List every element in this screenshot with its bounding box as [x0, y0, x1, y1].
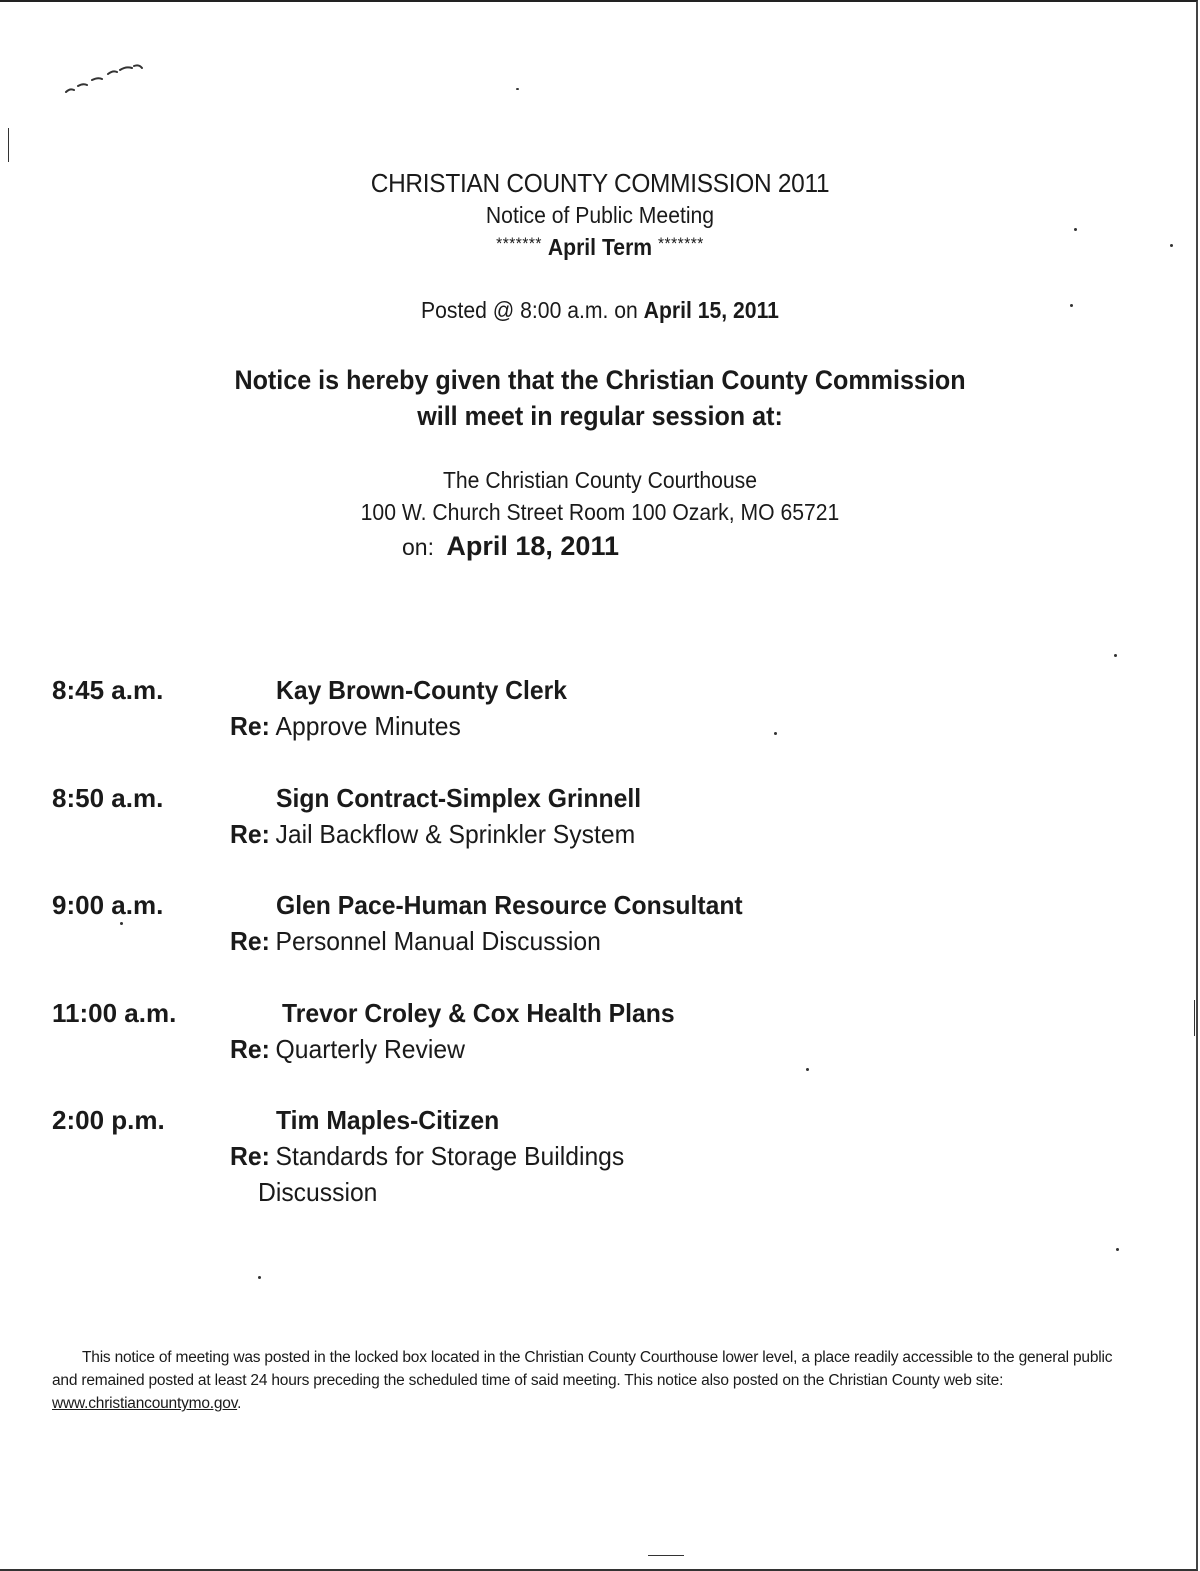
agenda-subject-text: Standards for Storage Buildings	[275, 1141, 625, 1171]
location-address: 100 W. Church Street Room 100 Ozark, MO 65721	[360, 499, 840, 525]
document-header	[0, 166, 1200, 261]
agenda-time: 8:50 a.m.	[52, 783, 164, 813]
agenda-presenter: Trevor Croley & Cox Health Plans	[282, 998, 675, 1028]
re-label: Re:	[230, 926, 270, 956]
handwritten-scribble	[62, 62, 148, 96]
posted-date: April 15, 2011	[643, 297, 779, 323]
agenda-presenter: Sign Contract-Simplex Grinnell	[276, 783, 642, 813]
term-stars-left: *******	[496, 234, 542, 253]
meeting-date-line	[402, 528, 619, 565]
agenda-subject	[230, 708, 461, 744]
posting-footnote	[52, 1346, 1132, 1415]
posted-line	[48, 294, 1152, 326]
scan-mark-bottom	[648, 1555, 684, 1556]
agenda-subject-text: Jail Backflow & Sprinkler System	[275, 819, 636, 849]
meeting-date-label: on:	[402, 534, 434, 560]
term-name: April Term	[547, 234, 653, 260]
scan-mark-right	[1194, 1000, 1195, 1036]
agenda-subject-text: Personnel Manual Discussion	[275, 926, 601, 956]
meeting-date: April 18, 2011	[446, 531, 619, 561]
speck	[258, 1276, 261, 1279]
agenda-time: 11:00 a.m.	[52, 998, 177, 1028]
agenda-presenter: Tim Maples-Citizen	[276, 1105, 500, 1135]
term-stars-right: *******	[658, 234, 704, 253]
meeting-location	[48, 464, 1152, 528]
document-title: CHRISTIAN COUNTY COMMISSION 2011	[370, 168, 830, 198]
posted-prefix: Posted @ 8:00 a.m. on	[421, 297, 638, 323]
county-website-link[interactable]: www.christiancountymo.gov	[52, 1395, 238, 1412]
agenda-subject-continued: Discussion	[258, 1177, 378, 1207]
agenda-subject	[230, 1138, 624, 1174]
location-name: The Christian County Courthouse	[442, 467, 758, 493]
scan-mark-left	[8, 128, 9, 162]
re-label: Re:	[230, 711, 270, 741]
agenda-time: 9:00 a.m.	[52, 890, 164, 920]
notice-statement	[42, 362, 1158, 434]
speck	[774, 732, 777, 735]
footnote-trailing: .	[237, 1395, 242, 1412]
agenda-subject	[230, 923, 601, 959]
agenda-subject-text: Quarterly Review	[275, 1034, 465, 1064]
footnote-text: This notice of meeting was posted in the locked box located in the Christian County Courthouse lower level, a place readily accessible to the general public and remained posted at least 24 hours preceding the scheduled time of said meeting. This notice also posted on the Christian County web site:	[52, 1349, 1113, 1389]
term-line	[48, 230, 1152, 261]
re-label: Re:	[230, 819, 270, 849]
agenda-subject	[230, 1031, 465, 1067]
agenda-time: 8:45 a.m.	[52, 675, 164, 705]
speck	[516, 88, 519, 90]
speck	[1116, 1248, 1119, 1251]
agenda-subject	[230, 816, 635, 852]
agenda-presenter: Glen Pace-Human Resource Consultant	[276, 890, 743, 920]
agenda-presenter: Kay Brown-County Clerk	[276, 675, 567, 705]
speck	[1114, 654, 1117, 657]
document-subtitle: Notice of Public Meeting	[485, 202, 715, 228]
agenda-subject-text: Approve Minutes	[275, 711, 461, 741]
notice-line-2: will meet in regular session at:	[417, 401, 783, 431]
notice-line-1: Notice is hereby given that the Christian County Commission	[234, 365, 966, 395]
speck	[806, 1068, 809, 1071]
re-label: Re:	[230, 1141, 270, 1171]
re-label: Re:	[230, 1034, 270, 1064]
agenda-time: 2:00 p.m.	[52, 1105, 165, 1135]
